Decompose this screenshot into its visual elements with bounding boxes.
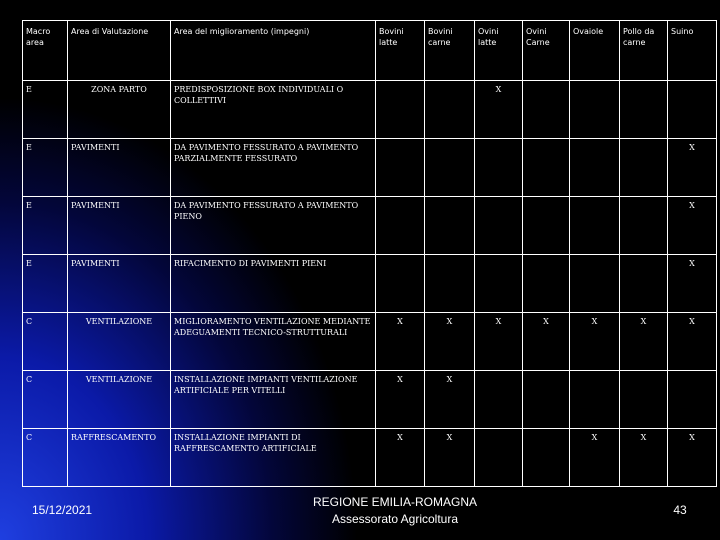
mark-cell: X: [376, 371, 425, 429]
impegno-cell: INSTALLAZIONE IMPIANTI DI RAFFRESCAMENTO ARTIFICIALE: [171, 429, 376, 487]
header-cell: Suino: [668, 21, 717, 81]
valutazione-cell: PAVIMENTI: [68, 197, 171, 255]
mark-cell: [475, 139, 523, 197]
header-cell: Ovini latte: [475, 21, 523, 81]
mark-cell: X: [620, 313, 668, 371]
mark-cell: [523, 197, 570, 255]
footer-org-name: REGIONE EMILIA-ROMAGNA: [312, 495, 478, 509]
mark-cell: [475, 371, 523, 429]
mark-cell: [523, 139, 570, 197]
mark-cell: X: [523, 313, 570, 371]
mark-cell: X: [376, 313, 425, 371]
macro-area-cell: E: [23, 81, 68, 139]
mark-cell: [376, 81, 425, 139]
mark-cell: X: [620, 429, 668, 487]
page-number: 43: [673, 503, 687, 517]
valutazione-cell: ZONA PARTO: [68, 81, 171, 139]
table-row: [23, 197, 717, 255]
valutazione-cell: PAVIMENTI: [68, 255, 171, 313]
mark-cell: [620, 371, 668, 429]
mark-cell: [620, 255, 668, 313]
mark-cell: [376, 197, 425, 255]
mark-cell: X: [668, 139, 717, 197]
mark-cell: X: [668, 313, 717, 371]
macro-area-cell: E: [23, 139, 68, 197]
mark-cell: X: [668, 197, 717, 255]
header-cell: Ovaiole: [570, 21, 620, 81]
mark-cell: [523, 81, 570, 139]
valutazione-cell: RAFFRESCAMENTO: [68, 429, 171, 487]
mark-cell: X: [475, 313, 523, 371]
mark-cell: X: [425, 371, 475, 429]
impegno-cell: DA PAVIMENTO FESSURATO A PAVIMENTO PIENO: [171, 197, 376, 255]
macro-area-cell: C: [23, 313, 68, 371]
mark-cell: [570, 371, 620, 429]
mark-cell: [620, 81, 668, 139]
mark-cell: [523, 429, 570, 487]
footer-date: 15/12/2021: [32, 503, 93, 517]
footer-organization: [290, 494, 500, 528]
header-cell: Bovini carne: [425, 21, 475, 81]
table-row: [23, 371, 717, 429]
header-cell: Area del miglioramento (impegni): [171, 21, 376, 81]
table-row: [23, 255, 717, 313]
impegno-cell: PREDISPOSIZIONE BOX INDIVIDUALI O COLLETTIVI: [171, 81, 376, 139]
table-row: [23, 429, 717, 487]
mark-cell: [570, 81, 620, 139]
mark-cell: X: [570, 313, 620, 371]
mark-cell: [570, 255, 620, 313]
valutazione-cell: VENTILAZIONE: [68, 313, 171, 371]
macro-area-cell: C: [23, 429, 68, 487]
mark-cell: X: [475, 81, 523, 139]
header-cell: Pollo da carne: [620, 21, 668, 81]
mark-cell: X: [425, 313, 475, 371]
mark-cell: [376, 255, 425, 313]
mark-cell: X: [376, 429, 425, 487]
impegno-cell: DA PAVIMENTO FESSURATO A PAVIMENTO PARZIALMENTE FESSURATO: [171, 139, 376, 197]
header-cell: Macro area: [23, 21, 68, 81]
mark-cell: [425, 81, 475, 139]
impegno-cell: MIGLIORAMENTO VENTILAZIONE MEDIANTE ADEGUAMENTI TECNICO-STRUTTURALI: [171, 313, 376, 371]
mark-cell: [376, 139, 425, 197]
macro-area-cell: C: [23, 371, 68, 429]
mark-cell: X: [668, 255, 717, 313]
mark-cell: X: [570, 429, 620, 487]
mark-cell: [425, 139, 475, 197]
mark-cell: [475, 255, 523, 313]
macro-area-cell: E: [23, 197, 68, 255]
table-row: [23, 313, 717, 371]
header-cell: Ovini Carne: [523, 21, 570, 81]
impegno-cell: RIFACIMENTO DI PAVIMENTI PIENI: [171, 255, 376, 313]
header-row: [23, 21, 717, 81]
mark-cell: [475, 429, 523, 487]
mark-cell: [668, 81, 717, 139]
mark-cell: [620, 139, 668, 197]
valutazione-cell: VENTILAZIONE: [68, 371, 171, 429]
table-row: [23, 139, 717, 197]
table-row: [23, 81, 717, 139]
footer-org-department: Assessorato Agricoltura: [331, 512, 459, 526]
impegno-cell: INSTALLAZIONE IMPIANTI VENTILAZIONE ARTIFICIALE PER VITELLI: [171, 371, 376, 429]
mark-cell: [425, 197, 475, 255]
mark-cell: [620, 197, 668, 255]
header-cell: Bovini latte: [376, 21, 425, 81]
mark-cell: [523, 255, 570, 313]
mark-cell: [523, 371, 570, 429]
mark-cell: X: [668, 429, 717, 487]
valutazione-cell: PAVIMENTI: [68, 139, 171, 197]
header-cell: Area di Valutazione: [68, 21, 171, 81]
macro-area-cell: E: [23, 255, 68, 313]
requirements-table: [22, 20, 717, 487]
mark-cell: [570, 139, 620, 197]
mark-cell: [475, 197, 523, 255]
mark-cell: [668, 371, 717, 429]
mark-cell: [570, 197, 620, 255]
mark-cell: [425, 255, 475, 313]
mark-cell: X: [425, 429, 475, 487]
